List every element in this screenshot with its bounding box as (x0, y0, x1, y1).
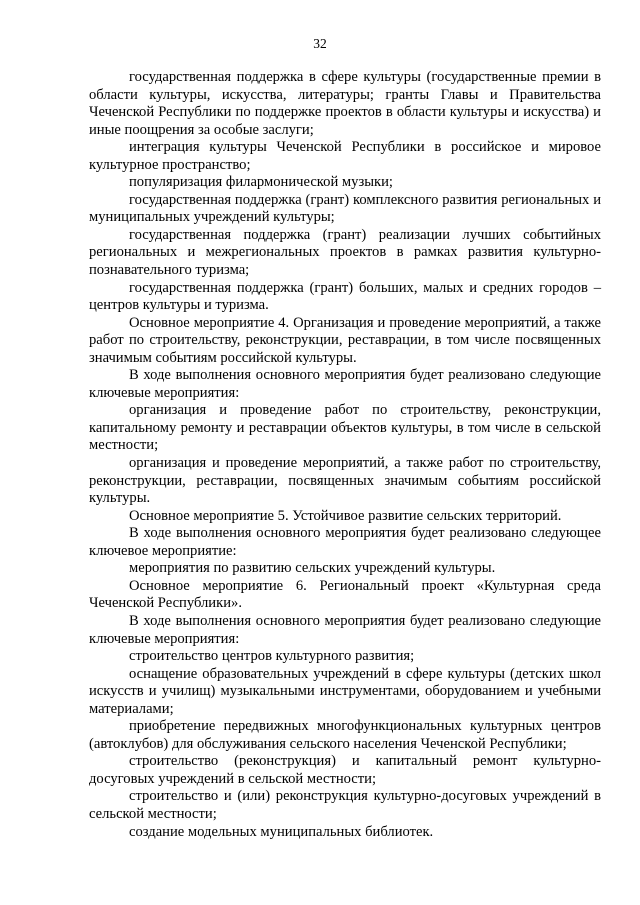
paragraph: популяризация филармонической музыки; (129, 174, 393, 191)
paragraph: государственная поддержка (грант) реализации лучших событийных региональных и межрегиональных проектов в рамках развития культурно-познавательного туризма; (89, 226, 601, 279)
paragraph: создание модельных муниципальных библиотек. (129, 823, 434, 840)
paragraph: строительство (реконструкция) и капитальный ремонт культурно-досуговых учреждений в сельской местности; (89, 753, 601, 787)
paragraph: В ходе выполнения основного мероприятия будет реализовано следующие ключевые мероприятия: (89, 367, 601, 401)
paragraph: приобретение передвижных многофункциональных культурных центров (автоклубов) для обслуживания сельского населения Чеченской Республики; (89, 718, 601, 752)
paragraph: Основное мероприятие 6. Региональный проект «Культурная среда Чеченской Республики». (89, 577, 601, 612)
page-number: 32 (313, 36, 327, 51)
paragraph: оснащение образовательных учреждений в сфере культуры (детских школ искусств и училищ) музыкальными инструментами, оборудованием и учебными материалами; (89, 665, 601, 717)
paragraph: строительство и (или) реконструкция культурно-досуговых учреждений в сельской местности; (89, 788, 601, 822)
paragraph: интеграция культуры Чеченской Республики в российское и мировое культурное пространство; (89, 139, 601, 173)
paragraph: мероприятия по развитию сельских учреждений культуры. (129, 560, 496, 577)
paragraph: Основное мероприятие 4. Организация и проведение мероприятий, а также работ по строительству, реконструкции, реставрации, в том числе посвященных значимым событиям российской культуры. (89, 314, 601, 366)
paragraph: государственная поддержка в сфере культуры (государственные премии в области культуры, искусства, литературы; гранты Главы и Правительства Чеченской Республики по поддержке проектов в области культуры и искусства) и иные поощрения за особые заслуги; (89, 69, 601, 138)
paragraph: государственная поддержка (грант) больших, малых и средних городов – центров культуры и туризма. (89, 279, 601, 314)
paragraph: В ходе выполнения основного мероприятия будет реализовано следующие ключевые мероприятия: (89, 612, 601, 647)
paragraph: Основное мероприятие 5. Устойчивое развитие сельских территорий. (129, 507, 562, 524)
document-body (89, 69, 601, 841)
paragraph: В ходе выполнения основного мероприятия будет реализовано следующее ключевое мероприятие: (89, 525, 601, 559)
paragraph: государственная поддержка (грант) комплексного развития региональных и муниципальных учреждений культуры; (89, 191, 601, 226)
paragraph: организация и проведение мероприятий, а также работ по строительству, реконструкции, реставрации, посвященных значимым событиям российской культуры. (89, 455, 601, 507)
paragraph: организация и проведение работ по строительству, реконструкции, капитальному ремонту и реставрации объектов культуры, в том числе в сельской местности; (89, 402, 601, 454)
paragraph: строительство центров культурного развития; (129, 648, 415, 665)
